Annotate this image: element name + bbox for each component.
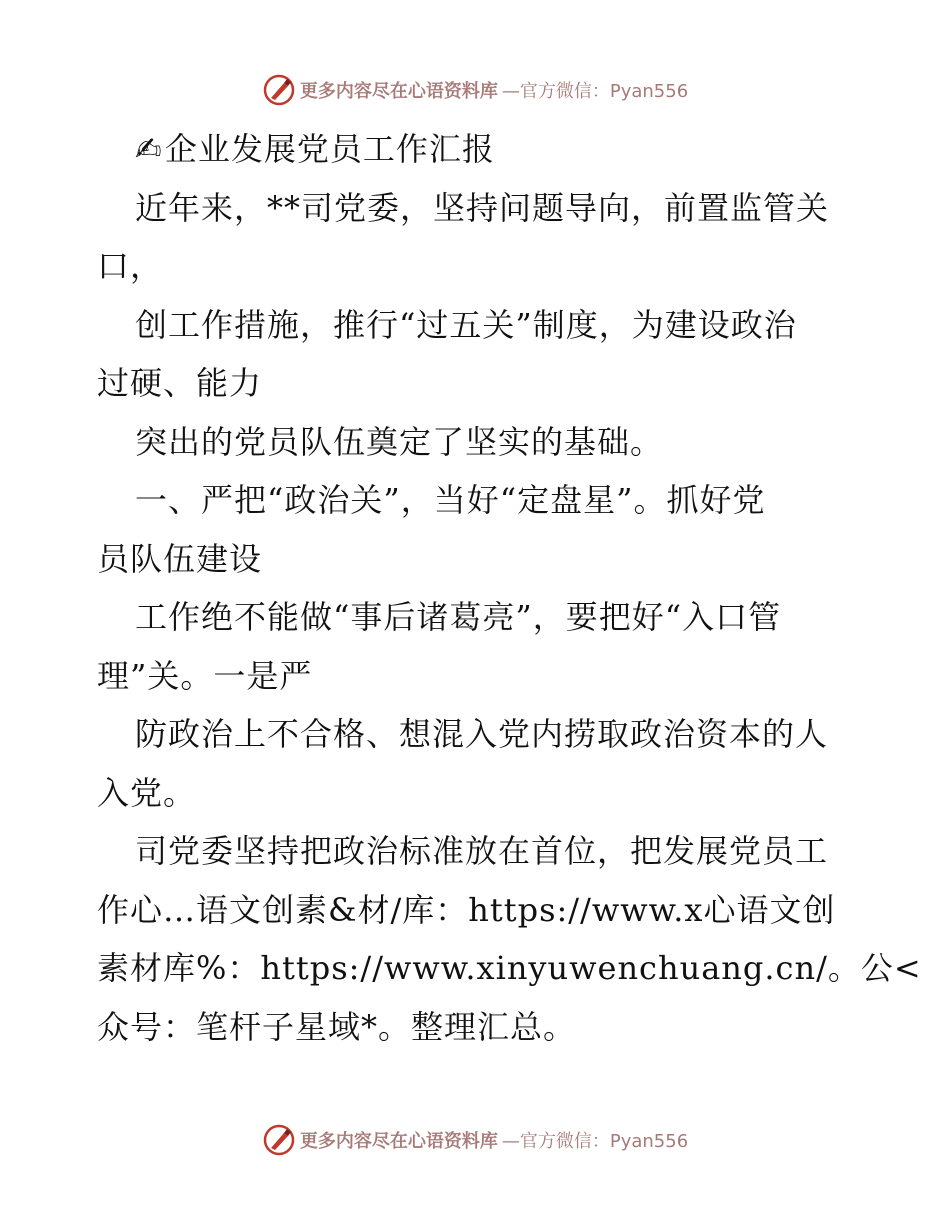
document-body [97, 120, 922, 1056]
doc-line-10: 防政治上不合格、想混入党内捞取政治资本的人 [135, 715, 829, 753]
doc-line-15: 众号：笔杆子星域*。整理汇总。 [97, 1007, 577, 1046]
footer-banner-sub: —官方微信：Pyan556 [501, 1131, 689, 1152]
pen-logo-icon [262, 73, 296, 107]
doc-line-6: 一、严把“政治关”，当好“定盘星”。抓好党 [135, 481, 766, 519]
doc-line-9: 理”关。一是严 [97, 656, 313, 695]
pen-logo-icon [262, 1123, 296, 1157]
doc-title-text: 企业发展党员工作汇报 [164, 130, 495, 168]
doc-title [97, 120, 857, 179]
header-banner-text: 更多内容尽在心语资料库 [299, 81, 498, 102]
doc-line-8: 工作绝不能做“事后诸葛亮”，要把好“入口管 [135, 598, 782, 636]
footer-banner [0, 1120, 950, 1160]
doc-line-12: 司党委坚持把政治标准放在首位，把发展党员工 [135, 832, 829, 870]
doc-line-3: 创工作措施，推行“过五关”制度，为建设政治 [135, 305, 797, 344]
doc-line-14: 素材库%：https://www.xinyuwenchuang.cn/。公< [97, 949, 922, 987]
doc-line-11: 入党。 [97, 773, 197, 812]
header-banner [0, 70, 950, 110]
doc-line-4: 过硬、能力 [97, 364, 263, 402]
doc-line-1: 近年来，**司党委，坚持问题导向，前置监管关 [135, 188, 830, 227]
doc-line-5: 突出的党员队伍奠定了坚实的基础。 [135, 422, 664, 461]
doc-line-2: 口， [97, 247, 164, 285]
doc-line-13: 作心…语文创素&材/库：https://www.x心语文创 [97, 890, 836, 929]
doc-line-7: 员队伍建设 [97, 539, 263, 578]
writing-hand-icon: ✍ [135, 130, 163, 168]
header-banner-sub: —官方微信：Pyan556 [501, 81, 689, 102]
footer-banner-text: 更多内容尽在心语资料库 [299, 1131, 498, 1152]
